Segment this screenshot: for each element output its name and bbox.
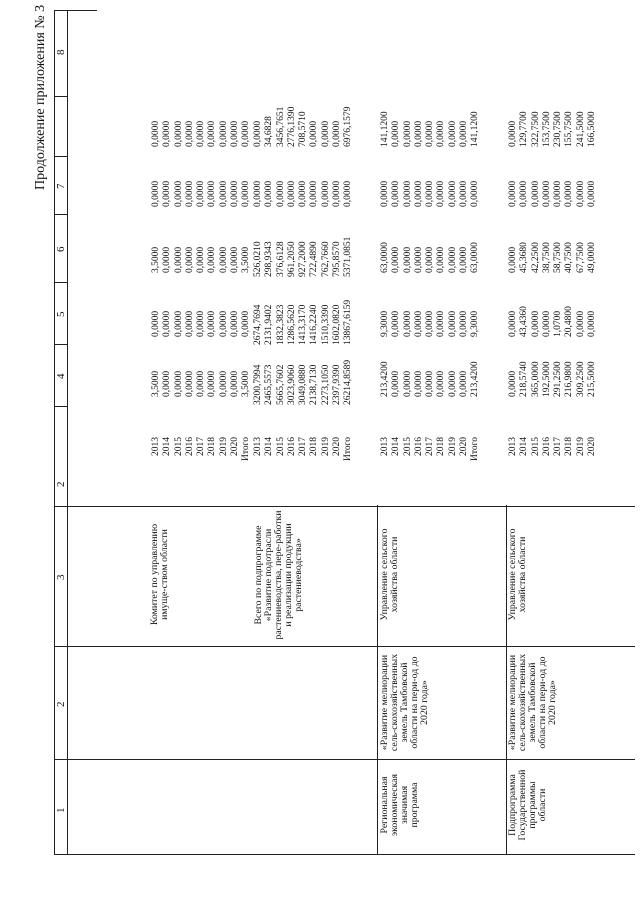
header-col-divider: [54, 406, 68, 407]
row1-col4: 3,5000 0,0000 0,0000 0,0000 0,0000 0,0000 0,0000 0,0000 3,5000: [151, 370, 252, 397]
row4-col1: Подпрограмма Государственной программы области: [507, 769, 549, 841]
column-number-2b: 2: [55, 481, 67, 487]
row2-col6: 526,0210 298,9343 376,6128 961,2050 927,2000 722,4890 762,7660 795,8570 5371,0851: [253, 236, 354, 277]
header-top-line: [54, 10, 55, 855]
row4-col2: «Развитие мелиорации сель-скохозяйственных земель Тамбовской области на пери-од до 2020 года»: [507, 653, 559, 752]
header-bottom-line: [67, 10, 68, 855]
header-right-line: [54, 10, 68, 11]
row4-col5: 0,0000 43,4360 0,0000 0,0000 1,0700 20,4800 0,0000 0,0000: [508, 306, 598, 337]
column-number-6: 6: [55, 246, 67, 252]
table-right-border: [67, 10, 97, 11]
table-left-border: [67, 854, 635, 855]
column-number-7: 7: [55, 183, 67, 189]
header-col-divider: [54, 214, 68, 215]
header-col-divider: [54, 506, 68, 507]
row3-col1: Региональная экономическая значимая программа: [379, 773, 421, 837]
col-line: [67, 646, 635, 647]
row4-col6: 0,0000 45,3680 42,2500 38,7500 58,7500 40,7500 67,7500 49,0000: [508, 242, 598, 273]
row4-years: 2013 2014 2015 2016 2017 2018 2019 2020: [508, 437, 598, 456]
col-line: [67, 506, 635, 507]
header-col-divider: [54, 344, 68, 345]
row3-col7: 0,0000 0,0000 0,0000 0,0000 0,0000 0,0000 0,0000 0,0000 0,0000: [380, 180, 481, 207]
row3-col3: Управление сельского хозяйства области: [379, 528, 401, 621]
column-number-3: 3: [55, 574, 67, 580]
header-col-divider: [54, 646, 68, 647]
row3-col5: 9,3000 0,0000 0,0000 0,0000 0,0000 0,0000 0,0000 0,0000 9,3000: [380, 310, 481, 337]
row2-col8: 0,0000 34,6828 3456,7651 2776,1390 708,5710 0,0000 0,0000 0,0000 6976,1579: [253, 106, 354, 147]
row4-col3: Управление сельского хозяйства области: [507, 528, 529, 621]
column-number-1: 1: [55, 807, 67, 813]
column-number-2: 2: [55, 701, 67, 707]
header-left-line: [54, 854, 68, 855]
column-number-4: 4: [55, 373, 67, 379]
row2-years: 2013 2014 2015 2016 2017 2018 2019 2020 Итого: [253, 437, 354, 462]
row1-col7: 0,0000 0,0000 0,0000 0,0000 0,0000 0,0000 0,0000 0,0000 0,0000: [151, 180, 252, 207]
row3-col4: 213,4200 0,0000 0,0000 0,0000 0,0000 0,0000 0,0000 0,0000 213,4200: [380, 361, 481, 397]
row1-col5: 0,0000 0,0000 0,0000 0,0000 0,0000 0,0000 0,0000 0,0000 0,0000: [151, 310, 252, 337]
header-col-divider: [54, 96, 68, 97]
row4-col4: 0,0000 218,5740 365,0000 192,5000 291,2500 216,9800 309,2500 215,5000: [508, 361, 598, 397]
col-line: [67, 759, 635, 760]
row3-col8: 141,1200 0,0000 0,0000 0,0000 0,0000 0,0000 0,0000 0,0000 141,1200: [380, 111, 481, 147]
row2-col7: 0,0000 0,0000 0,0000 0,0000 0,0000 0,0000 0,0000 0,0000 0,0000: [253, 180, 354, 207]
row1-col6: 3,5000 0,0000 0,0000 0,0000 0,0000 0,0000 0,0000 0,0000 3,5000: [151, 246, 252, 273]
column-number-5: 5: [55, 311, 67, 317]
row2-col5: 2674,7694 2131,9402 1832,3823 1286,5620 1413,3170 1416,2240 1510,3390 1602,0820 13867,6159: [253, 299, 354, 345]
row1-years: 2013 2014 2015 2016 2017 2018 2019 2020 Итого: [151, 437, 252, 462]
row-separator: [377, 505, 378, 855]
row3-years: 2013 2014 2015 2016 2017 2018 2019 2020 Итого: [380, 437, 481, 462]
row2-col3: Всего по подпрограмме «Развитие подотрасли растениеводства, пере-работки и реализации продукции растениеводства»: [253, 510, 305, 640]
row2-col4: 3200,7994 2465,5573 5665,7602 3023,9060 3049,0880 2138,7130 2273,1050 2397,9390 26214,8589: [253, 359, 354, 405]
row3-col2: «Развитие мелиорации сель-скохозяйственных земель Тамбовской области на пери-од до 2020 года»: [379, 653, 431, 752]
appendix-heading: Продолжение приложения № 3: [33, 4, 48, 190]
row1-col8: 0,0000 0,0000 0,0000 0,0000 0,0000 0,0000 0,0000 0,0000 0,0000: [151, 120, 252, 147]
row3-col6: 63,0000 0,0000 0,0000 0,0000 0,0000 0,0000 0,0000 0,0000 63,0000: [380, 242, 481, 273]
row1-col3: Комитет по управлению имуще-ством области: [149, 523, 171, 626]
row4-col8: 0,0000 129,7700 322,7500 153,7500 230,7500 155,7500 241,5000 166,5000: [508, 111, 598, 147]
row4-col7: 0,0000 0,0000 0,0000 0,0000 0,0000 0,0000 0,0000 0,0000: [508, 180, 598, 207]
column-number-8: 8: [55, 49, 67, 55]
header-col-divider: [54, 759, 68, 760]
header-col-divider: [54, 156, 68, 157]
header-col-divider: [54, 282, 68, 283]
